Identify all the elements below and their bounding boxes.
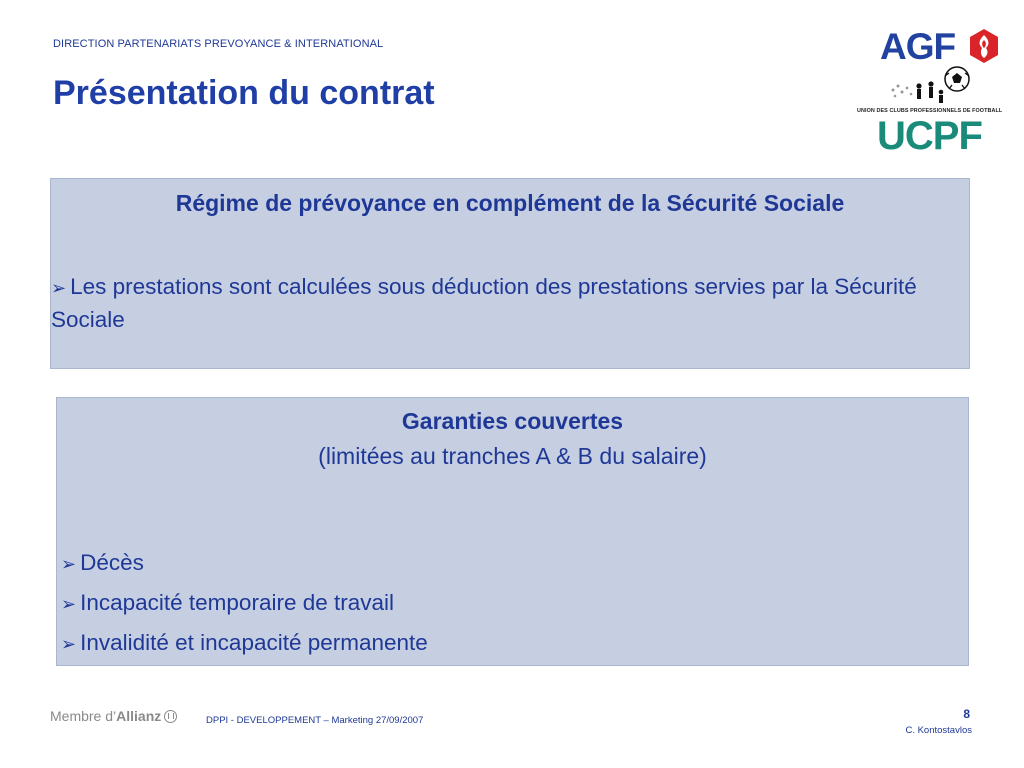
agf-logo-text: AGF xyxy=(880,26,956,67)
page-number: 8 xyxy=(963,707,970,721)
list-item: ➢ Incapacité temporaire de travail xyxy=(61,590,395,615)
regime-box xyxy=(50,178,970,369)
allianz-text: Allianz xyxy=(116,708,162,724)
list-item: ➢ Décès xyxy=(61,550,144,575)
ucpf-logo-text: UCPF xyxy=(877,114,982,158)
regime-heading: Régime de prévoyance en complément de la Sécurité Sociale xyxy=(175,190,845,216)
footer-dppi: DPPI - DEVELOPPEMENT – Marketing 27/09/2007 xyxy=(206,715,424,726)
garanties-list xyxy=(61,548,428,668)
regime-bullet-text: Les prestations sont calculées sous déduction des prestations servies par la Sécurité Sociale xyxy=(51,274,917,332)
agf-logo xyxy=(880,26,1000,66)
arrow-bullet-icon: ➢ xyxy=(61,554,77,575)
garanties-heading: Garanties couvertes xyxy=(401,408,624,434)
footer-author: C. Kontostavlos xyxy=(905,725,972,736)
regime-bullet xyxy=(51,271,956,335)
agf-flame-icon xyxy=(968,28,1000,64)
membre-text: Membre d’ xyxy=(50,708,117,724)
allianz-eagle-icon xyxy=(164,710,177,723)
header-department: DIRECTION PARTENARIATS PREVOYANCE & INTERNATIONAL xyxy=(53,38,384,50)
arrow-bullet-icon: ➢ xyxy=(61,634,77,655)
membre-allianz-logo xyxy=(50,708,177,724)
page-title: Présentation du contrat xyxy=(53,74,435,112)
football-players-icon xyxy=(885,64,975,106)
garanties-box xyxy=(56,397,969,666)
arrow-bullet-icon: ➢ xyxy=(51,278,67,299)
ucpf-union-text: UNION DES CLUBS PROFESSIONNELS DE FOOTBALL xyxy=(857,108,1003,114)
arrow-bullet-icon: ➢ xyxy=(61,594,77,615)
ucpf-logo xyxy=(855,64,1005,156)
garanties-subheading: (limitées au tranches A & B du salaire) xyxy=(318,443,707,469)
list-item: ➢ Invalidité et incapacité permanente xyxy=(61,630,428,655)
